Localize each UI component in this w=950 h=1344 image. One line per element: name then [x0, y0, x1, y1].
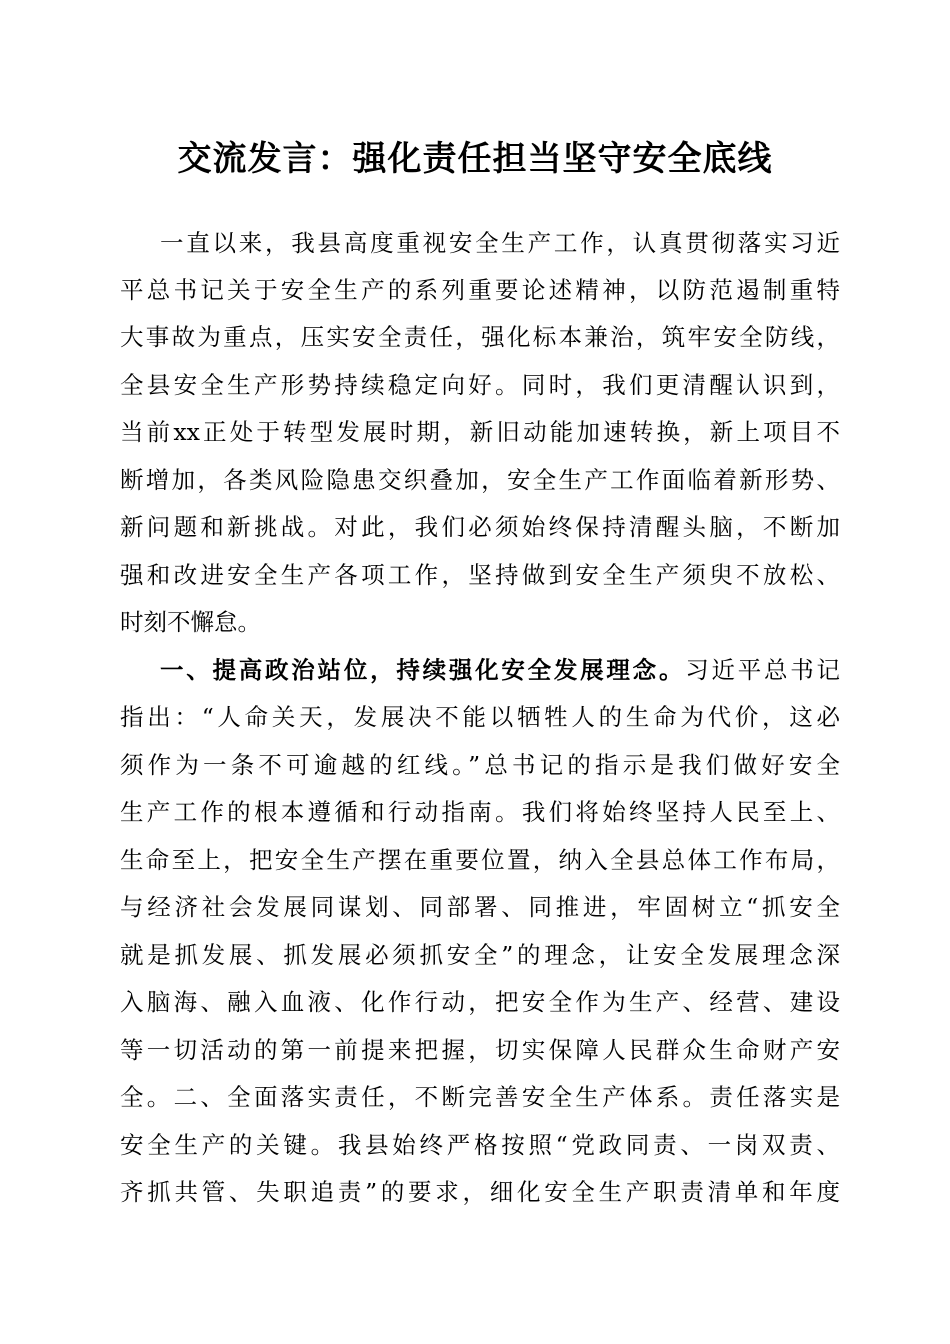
paragraph-text: 习近平总书记: [685, 656, 841, 684]
paragraph-line: 时刻不懈怠。: [120, 608, 261, 636]
paragraph-line: 断增加，各类风险隐患交织叠加，安全生产工作面临着新形势、: [120, 466, 840, 494]
paragraph-line: 与经济社会发展同谋划、同部署、同推进，牢固树立“抓安全: [120, 893, 840, 921]
document-title: 交流发言：强化责任担当坚守安全底线: [177, 139, 773, 179]
paragraph-line: 须作为一条不可逾越的红线。”总书记的指示是我们做好安全: [120, 751, 840, 779]
paragraph-line: 等一切活动的第一前提来把握，切实保障人民群众生命财产安: [120, 1036, 840, 1064]
paragraph-line: 生命至上，把安全生产摆在重要位置，纳入全县总体工作布局，: [120, 846, 840, 874]
paragraph-line: 当前xx正处于转型发展时期，新旧动能加速转换，新上项目不: [120, 418, 840, 446]
paragraph-line: 入脑海、融入血液、化作行动，把安全作为生产、经营、建设: [120, 988, 840, 1016]
paragraph-line: 一直以来，我县高度重视安全生产工作，认真贯彻落实习近: [160, 229, 840, 257]
paragraph-line: 安全生产的关键。我县始终严格按照“党政同责、一岗双责、: [120, 1131, 840, 1159]
paragraph-line: 大事故为重点，压实安全责任，强化标本兼治，筑牢安全防线，: [120, 323, 840, 351]
paragraph-line: 强和改进安全生产各项工作，坚持做到安全生产须臾不放松、: [120, 561, 840, 589]
paragraph-line: 全。二、全面落实责任，不断完善安全生产体系。责任落实是: [120, 1083, 840, 1111]
section-heading-line: [160, 650, 840, 690]
paragraph-line: 生产工作的根本遵循和行动指南。我们将始终坚持人民至上、: [120, 798, 840, 826]
paragraph-line: 全县安全生产形势持续稳定向好。同时，我们更清醒认识到，: [120, 371, 840, 399]
paragraph-line: 就是抓发展、抓发展必须抓安全”的理念，让安全发展理念深: [120, 941, 840, 969]
paragraph-line: 新问题和新挑战。对此，我们必须始终保持清醒头脑，不断加: [120, 513, 840, 541]
section-heading: 一、提高政治站位，持续强化安全发展理念。: [160, 656, 686, 684]
paragraph-line: 指出：“人命关天，发展决不能以牺牲人的生命为代价，这必: [120, 703, 840, 731]
paragraph-line: 平总书记关于安全生产的系列重要论述精神，以防范遏制重特: [120, 276, 840, 304]
paragraph-line: 齐抓共管、失职追责”的要求，细化安全生产职责清单和年度: [120, 1178, 840, 1206]
